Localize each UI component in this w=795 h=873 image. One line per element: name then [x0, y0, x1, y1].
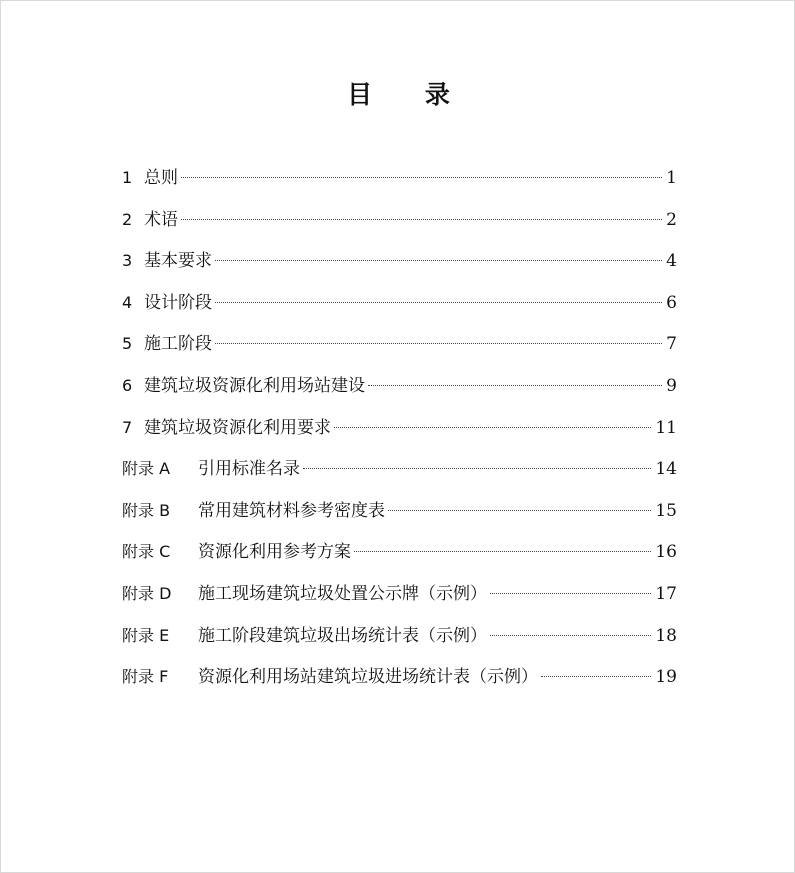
dot-leader — [368, 385, 662, 386]
entry-label: 基本要求 — [144, 251, 212, 272]
dot-leader — [181, 219, 662, 220]
toc-entry[interactable] — [122, 323, 677, 365]
entry-page-number: 1 — [666, 168, 677, 188]
toc-entry[interactable] — [122, 615, 677, 657]
entry-page-number: 18 — [655, 625, 677, 646]
entry-number: 3 — [122, 251, 133, 271]
entry-number: 附录 C — [122, 542, 171, 562]
entry-number: 附录 D — [122, 583, 172, 603]
entry-number: 附录 B — [122, 500, 171, 520]
entry-number: 附录 F — [122, 667, 169, 687]
entry-label: 常用建筑材料参考密度表 — [198, 500, 385, 521]
entry-page-number: 9 — [666, 375, 677, 396]
dot-leader — [334, 427, 651, 428]
entry-page-number: 14 — [655, 459, 677, 480]
table-of-contents — [122, 157, 677, 698]
toc-entry[interactable] — [122, 531, 677, 573]
dot-leader — [388, 510, 651, 511]
entry-label: 建筑垃圾资源化利用要求 — [144, 417, 331, 438]
toc-entry[interactable] — [122, 490, 677, 532]
entry-label: 施工阶段 — [144, 334, 212, 355]
entry-label: 资源化利用场站建筑垃圾进场统计表（示例） — [198, 667, 538, 688]
toc-entry[interactable] — [122, 365, 677, 407]
entry-number: 1 — [122, 168, 133, 187]
entry-page-number: 2 — [666, 209, 677, 230]
toc-entry[interactable] — [122, 240, 677, 282]
toc-entry[interactable] — [122, 573, 677, 615]
entry-page-number: 19 — [655, 667, 677, 688]
entry-number: 附录 E — [122, 625, 170, 645]
toc-entry[interactable] — [122, 199, 677, 241]
dot-leader — [181, 177, 662, 178]
entry-number: 2 — [122, 209, 133, 229]
entry-number: 附录 A — [122, 459, 171, 479]
entry-label: 施工现场建筑垃圾处置公示牌（示例） — [198, 583, 487, 604]
entry-label: 引用标准名录 — [198, 459, 300, 480]
entry-page-number: 7 — [666, 334, 677, 355]
entry-page-number: 11 — [655, 417, 677, 438]
entry-label: 术语 — [144, 209, 178, 230]
page-title: 目 录 — [347, 80, 472, 109]
entry-number: 7 — [122, 417, 133, 437]
toc-entry[interactable] — [122, 282, 677, 324]
entry-label: 建筑垃圾资源化利用场站建设 — [144, 375, 365, 396]
entry-label: 资源化利用参考方案 — [198, 542, 351, 563]
entry-page-number: 6 — [666, 292, 677, 313]
entry-label: 施工阶段建筑垃圾出场统计表（示例） — [198, 625, 487, 646]
entry-number: 5 — [122, 334, 133, 354]
dot-leader — [303, 468, 651, 469]
dot-leader — [541, 676, 651, 677]
dot-leader — [354, 551, 651, 552]
toc-entry[interactable] — [122, 407, 677, 449]
entry-label: 设计阶段 — [144, 292, 212, 313]
entry-page-number: 4 — [666, 251, 677, 272]
dot-leader — [490, 635, 651, 636]
dot-leader — [215, 343, 662, 344]
entry-label: 总则 — [144, 168, 178, 188]
entry-page-number: 16 — [655, 542, 677, 563]
dot-leader — [215, 260, 662, 261]
toc-entry[interactable] — [122, 656, 677, 698]
entry-page-number: 17 — [655, 583, 677, 604]
toc-entry[interactable] — [122, 448, 677, 490]
entry-page-number: 15 — [655, 500, 677, 521]
entry-number: 4 — [122, 292, 133, 312]
toc-entry[interactable] — [122, 157, 677, 199]
dot-leader — [215, 302, 662, 303]
dot-leader — [490, 593, 651, 594]
entry-number: 6 — [122, 375, 133, 395]
